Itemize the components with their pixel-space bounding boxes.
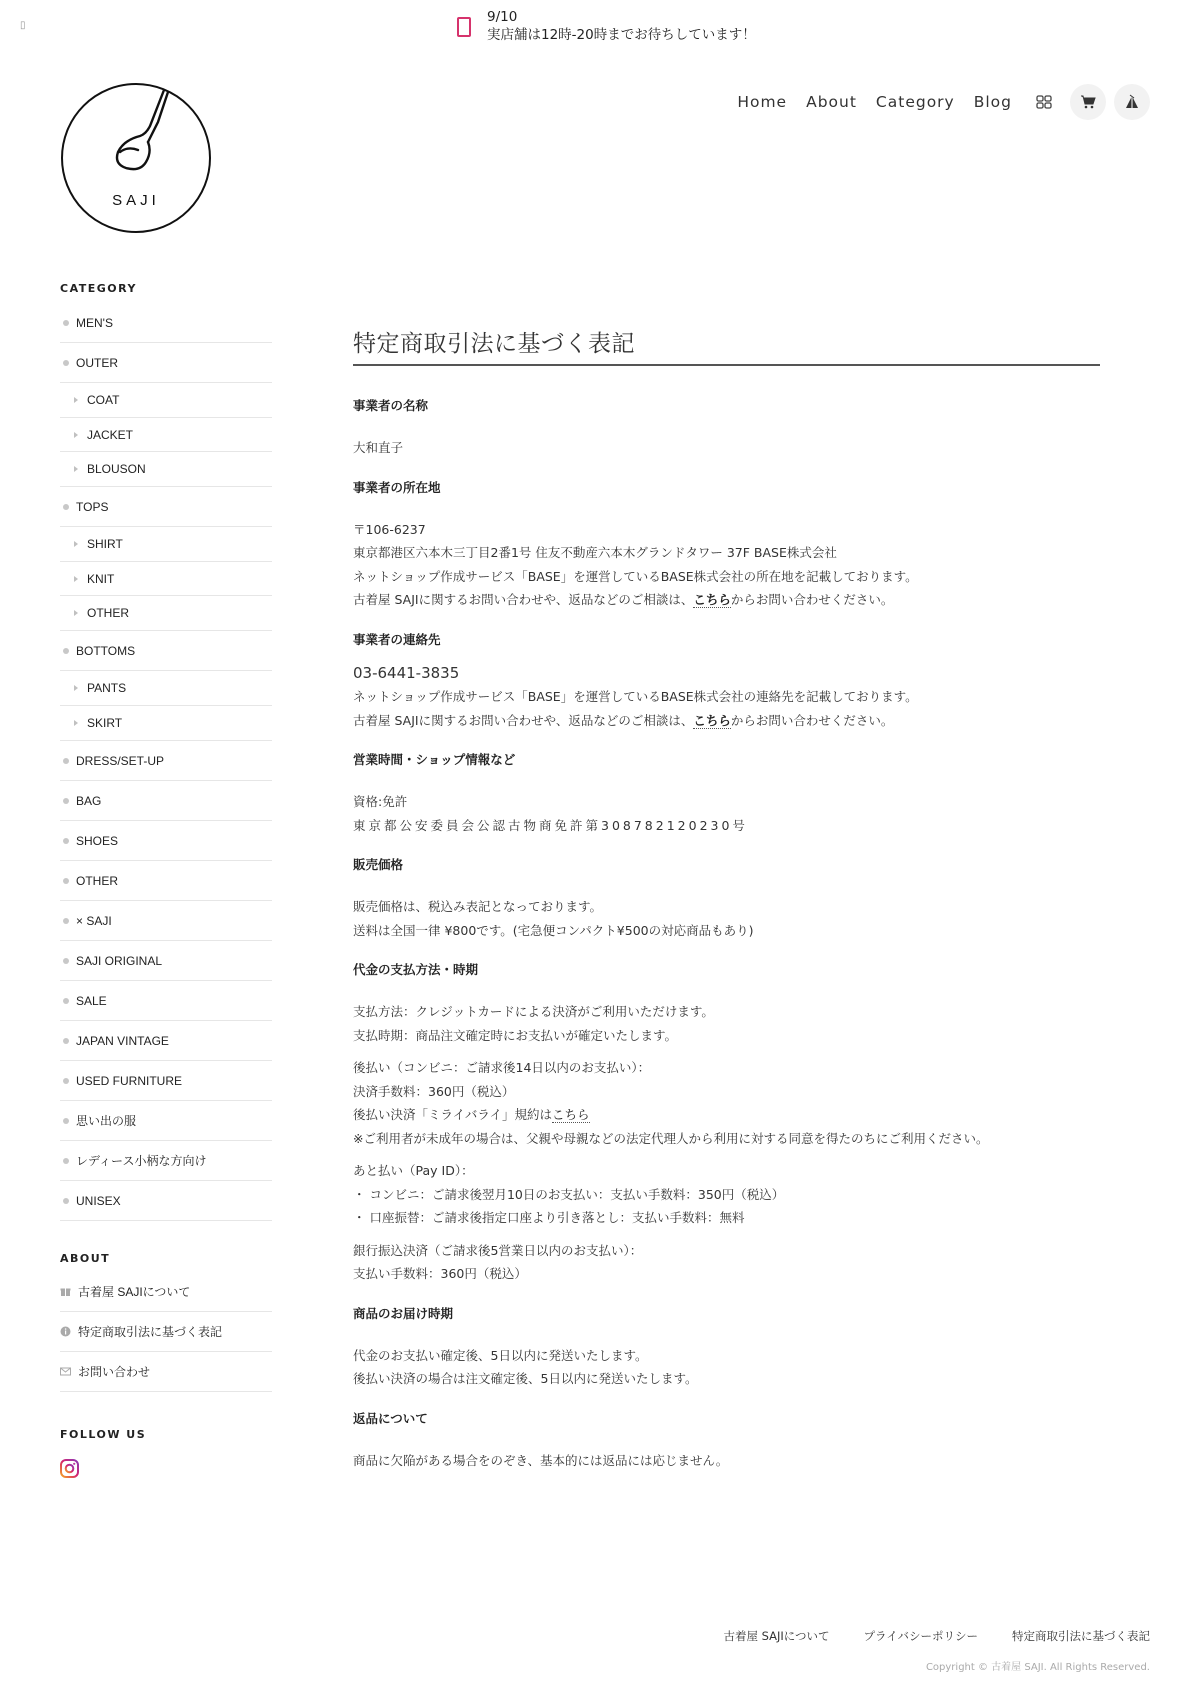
payment-text: 後払い決済「ミライバライ」規約は: [353, 1107, 553, 1122]
info-icon: [60, 1326, 71, 1337]
shop-icon[interactable]: [1026, 84, 1062, 120]
category-item[interactable]: BAG: [60, 781, 272, 821]
category-item[interactable]: USED FURNITURE: [60, 1061, 272, 1101]
payment-line: 支払い手数料：360円（税込）: [353, 1266, 527, 1281]
section-address: [353, 480, 1113, 612]
section-heading: 事業者の連絡先: [353, 631, 441, 647]
payment-line: 銀行振込決済（ご請求後5営業日以内のお支払い）：: [353, 1242, 643, 1258]
section-heading: 営業時間・ショップ情報など: [353, 752, 516, 767]
announcement-text: [487, 8, 756, 44]
category-list: [60, 303, 272, 1221]
notice-icon: [456, 16, 472, 38]
announcement-bar: [0, 0, 1200, 50]
category-item[interactable]: MEN'S: [60, 303, 272, 343]
license-number: 東京都公安委員会公認古物商免許第308782120230号: [353, 817, 748, 833]
copyright: Copyright © 古着屋 SAJI. All Rights Reserved.: [925, 1662, 1150, 1673]
section-heading: 販売価格: [353, 857, 404, 872]
category-item[interactable]: レディース小柄な方向け: [60, 1141, 272, 1181]
subcategory-item[interactable]: BLOUSON: [60, 452, 272, 487]
category-item[interactable]: TOPS: [60, 487, 272, 527]
announcement-date: 9/10: [487, 9, 518, 25]
mail-icon: [60, 1366, 71, 1377]
category-item[interactable]: DRESS/SET-UP: [60, 741, 272, 781]
announcement-message: 実店舗は12時-20時までお待ちしています！: [487, 27, 756, 43]
nav-category[interactable]: Category: [875, 93, 955, 111]
subcategory-item[interactable]: KNIT: [60, 562, 272, 597]
returns-line: 商品に欠陥がある場合をのぞき、基本的には返品には応じません。: [353, 1452, 729, 1468]
category-item[interactable]: BOTTOMS: [60, 631, 272, 671]
contact-note: ネットショップ作成サービス「BASE」を運営しているBASE株式会社の連絡先を記載しております。: [353, 689, 918, 704]
delivery-line: 後払い決済の場合は注文確定後、5日以内に発送いたします。: [353, 1371, 698, 1386]
about-item-label: お問い合わせ: [78, 1365, 151, 1379]
payment-line: 決済手数料：360円（税込）: [353, 1083, 515, 1099]
payment-line: あと払い（Pay ID）：: [353, 1163, 474, 1178]
subcategory-item[interactable]: SKIRT: [60, 706, 272, 741]
about-item-tokushoho[interactable]: [60, 1312, 272, 1352]
section-hours: [353, 752, 1113, 837]
subcategory-item[interactable]: SHIRT: [60, 527, 272, 562]
category-item[interactable]: OTHER: [60, 861, 272, 901]
nav-home[interactable]: Home: [737, 93, 788, 111]
category-item[interactable]: SAJI ORIGINAL: [60, 941, 272, 981]
contact-text: 古着屋 SAJIに関するお問い合わせや、返品などのご相談は、: [353, 592, 694, 607]
shipping-line: 送料は全国一律 ¥800です。(宅急便コンパクト¥500の対応商品もあり): [353, 922, 754, 938]
payment-line: 支払方法：クレジットカードによる決済がご利用いただけます。: [353, 1004, 714, 1019]
contact-text: からお問い合わせください。: [730, 592, 894, 607]
about-item-contact[interactable]: [60, 1352, 272, 1392]
address-contact-line: [353, 588, 1113, 612]
main-nav: [718, 84, 1150, 120]
subcategory-item[interactable]: JACKET: [60, 418, 272, 453]
category-item[interactable]: × SAJI: [60, 901, 272, 941]
category-item[interactable]: SALE: [60, 981, 272, 1021]
delivery-line: 代金のお支払い確定後、5日以内に発送いたします。: [353, 1347, 648, 1363]
contact-text: 古着屋 SAJIに関するお問い合わせや、返品などのご相談は、: [353, 712, 694, 728]
category-heading: CATEGORY: [60, 282, 137, 295]
section-price: [353, 857, 1113, 942]
section-payment: [353, 962, 1113, 1286]
about-list: [60, 1272, 272, 1392]
payment-line: ・ 口座振替：ご請求後指定口座より引き落とし：支払い手数料：無料: [353, 1210, 745, 1225]
nav-blog[interactable]: Blog: [973, 93, 1012, 111]
cart-icon[interactable]: [1070, 84, 1106, 120]
business-name: 大和直子: [353, 440, 404, 455]
payment-line: 支払時期：商品注文確定時にお支払いが確定いたします。: [353, 1027, 678, 1043]
category-item[interactable]: UNISEX: [60, 1181, 272, 1221]
about-item-label: 特定商取引法に基づく表記: [78, 1325, 223, 1339]
main-content: [353, 398, 1113, 1492]
gift-icon: [60, 1286, 71, 1297]
category-item[interactable]: JAPAN VINTAGE: [60, 1021, 272, 1061]
contact-text: からお問い合わせください。: [730, 712, 894, 728]
about-item-label: 古着屋 SAJIについて: [78, 1285, 191, 1299]
logo-text: SAJI: [112, 192, 160, 209]
tent-icon[interactable]: [1114, 84, 1150, 120]
contact-link[interactable]: こちら: [693, 712, 731, 728]
subcategory-item[interactable]: PANTS: [60, 671, 272, 706]
section-heading: 代金の支払方法・時期: [353, 962, 479, 977]
section-contact: [353, 632, 1113, 733]
license-type: 資格:免許: [353, 794, 408, 809]
nav-about[interactable]: About: [806, 93, 857, 111]
address-note: ネットショップ作成サービス「BASE」を運営しているBASE株式会社の所在地を記載しております。: [353, 568, 918, 584]
section-delivery: [353, 1306, 1113, 1391]
category-item[interactable]: 思い出の服: [60, 1101, 272, 1141]
about-heading: ABOUT: [60, 1252, 111, 1265]
phone-number: 03-6441-3835: [353, 663, 460, 682]
subcategory-item[interactable]: OTHER: [60, 596, 272, 631]
category-item[interactable]: SHOES: [60, 821, 272, 861]
section-heading: 事業者の名称: [353, 398, 429, 413]
follow-heading: FOLLOW US: [60, 1428, 147, 1441]
about-item-saji[interactable]: [60, 1272, 272, 1312]
payment-line: ※ご利用者が未成年の場合は、父親や母親などの法定代理人から利用に対する同意を得たのちにご利用ください。: [353, 1130, 989, 1146]
section-returns: [353, 1411, 1113, 1473]
footer-link-about[interactable]: 古着屋 SAJIについて: [723, 1629, 830, 1643]
subcategory-item[interactable]: COAT: [60, 383, 272, 418]
street-address: 東京都港区六本木三丁目2番1号 住友不動産六本木グランドタワー 37F BASE株式会社: [353, 545, 837, 560]
instagram-icon[interactable]: [60, 1459, 79, 1478]
payment-line: ・ コンビニ：ご請求後翌月10日のお支払い：支払い手数料：350円（税込）: [353, 1186, 785, 1202]
footer-link-privacy[interactable]: プライバシーポリシー: [863, 1629, 978, 1643]
section-heading: 事業者の所在地: [353, 479, 441, 495]
footer-link-tokushoho[interactable]: 特定商取引法に基づく表記: [1012, 1629, 1150, 1643]
category-item[interactable]: OUTER: [60, 343, 272, 383]
close-icon[interactable]: ▯: [20, 20, 26, 31]
section-heading: 商品のお届け時期: [353, 1305, 454, 1321]
title-divider: [353, 364, 1100, 366]
page-title: 特定商取引法に基づく表記: [353, 331, 635, 357]
terms-link[interactable]: こちら: [552, 1107, 590, 1122]
postal-code: 〒106-6237: [353, 521, 426, 537]
contact-line: [353, 709, 1113, 733]
footer-links: [689, 1628, 1150, 1644]
payment-line: 後払い（コンビニ：ご請求後14日以内のお支払い）：: [353, 1060, 651, 1075]
price-line: 販売価格は、税込み表記となっております。: [353, 899, 603, 914]
contact-link[interactable]: こちら: [693, 592, 731, 607]
payment-line: [353, 1103, 1113, 1127]
section-business-name: [353, 398, 1113, 460]
section-heading: 返品について: [353, 1410, 428, 1426]
saji-logo[interactable]: [60, 82, 212, 234]
